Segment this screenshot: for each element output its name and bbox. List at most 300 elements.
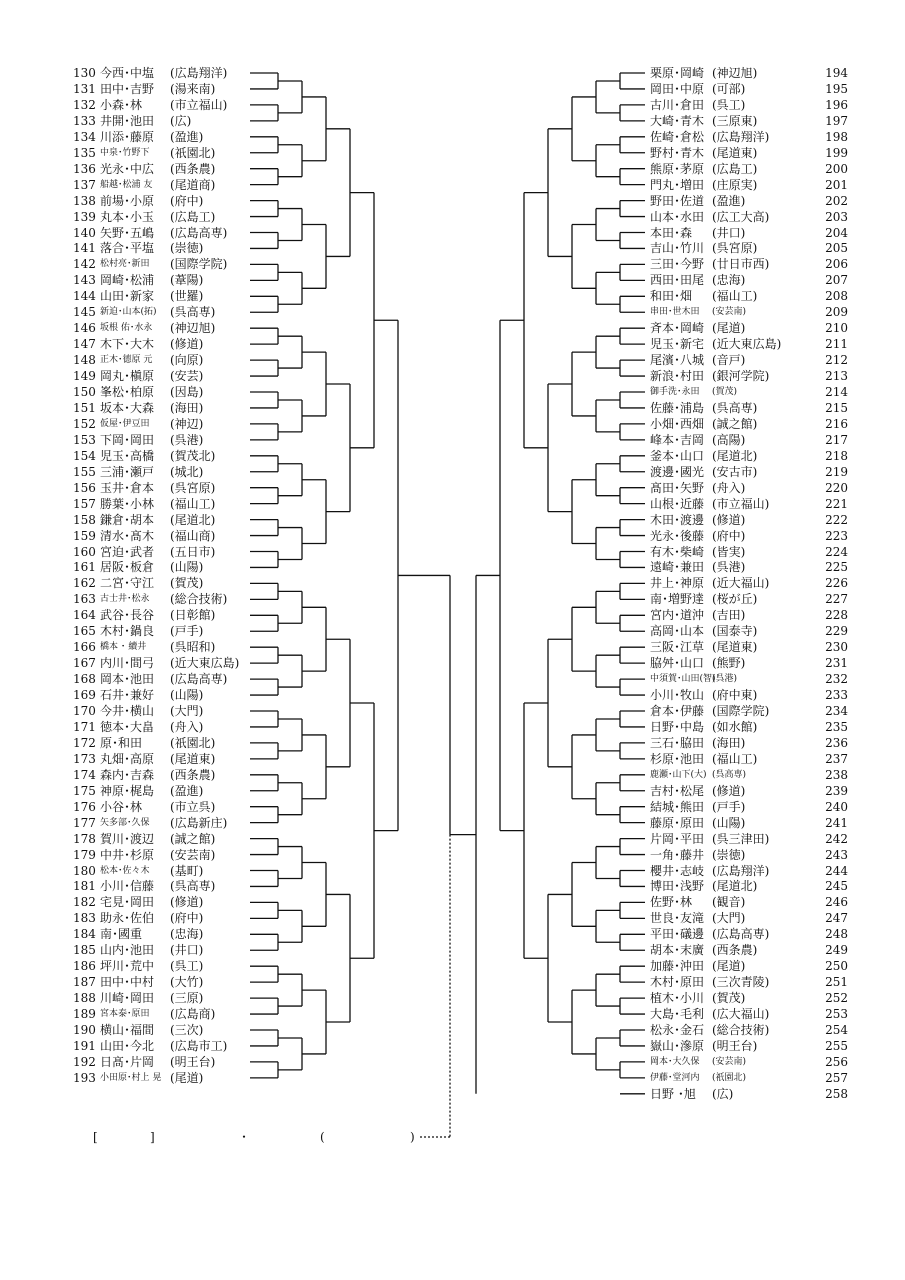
entry-players: 森内･吉森	[100, 767, 155, 782]
entry-players: 田中･吉野	[100, 81, 155, 96]
entry-school: (安芸南)	[170, 847, 216, 862]
entry-number: 146	[73, 321, 96, 336]
entry-players: 坪川･荒中	[100, 959, 155, 974]
entry-players: 清水･髙木	[100, 528, 155, 543]
entry-number: 186	[73, 959, 96, 974]
entry-players: 岡丸･槇原	[100, 369, 155, 384]
entry-number: 172	[73, 735, 96, 750]
entry-players: 串田･世木田	[650, 307, 700, 318]
entry-number: 250	[825, 959, 848, 974]
entry-school: (可部)	[712, 81, 746, 96]
entry-players: 高岡･山本	[650, 624, 705, 639]
entry-number: 258	[825, 1086, 848, 1101]
entry-players: 賀川･渡辺	[100, 831, 155, 846]
entry-number: 203	[825, 209, 848, 224]
entry-players: 岡本･大久保	[650, 1056, 700, 1067]
entry-school: (近大福山)	[712, 576, 770, 591]
entry-players: 熊原･茅原	[650, 161, 705, 176]
entry-school: (福山工)	[712, 289, 758, 304]
entry-number: 175	[73, 783, 96, 798]
entry-school: (祇園北)	[170, 735, 216, 750]
entry-number: 200	[825, 161, 848, 176]
entry-number: 157	[73, 496, 96, 511]
entry-school: (安芸南)	[712, 307, 747, 318]
entry-school: (廿日市西)	[712, 257, 770, 272]
entry-number: 183	[73, 911, 96, 926]
entry-school: (呉高専)	[712, 769, 747, 780]
entry-number: 180	[73, 863, 96, 878]
entry-school: (呉港)	[170, 432, 204, 447]
entry-players: 伊藤･堂河内	[650, 1072, 700, 1083]
entry-school: (安芸南)	[712, 1056, 747, 1067]
entry-school: (忠海)	[170, 927, 204, 942]
entry-school: (尾道東)	[170, 751, 216, 766]
entry-players: 川添･藤原	[100, 129, 155, 144]
entry-number: 207	[825, 273, 848, 288]
entry-school: (三原)	[170, 991, 204, 1006]
entry-number: 243	[825, 847, 848, 862]
entry-school: (広島翔洋)	[712, 129, 770, 144]
entry-school: (明王台)	[170, 1054, 216, 1069]
entry-players: 木下･大木	[100, 337, 155, 352]
entry-players: 一角･藤井	[650, 847, 705, 862]
entry-number: 239	[825, 783, 848, 798]
entry-number: 252	[825, 991, 848, 1006]
entry-school: (湯来南)	[170, 81, 216, 96]
entry-players: 正木･德原 元	[100, 355, 153, 366]
entry-school: (総合技術)	[170, 592, 228, 607]
entry-number: 245	[825, 879, 848, 894]
entry-school: (基町)	[170, 863, 204, 878]
entry-school: (海田)	[712, 735, 746, 750]
entry-players: 髙田･矢野	[650, 480, 705, 495]
entry-school: (広島翔洋)	[170, 66, 228, 80]
entry-players: 井上･神原	[650, 576, 705, 591]
entry-players: 矢野･五嶋	[100, 225, 155, 240]
entry-number: 136	[73, 161, 96, 176]
entry-players: 三田･今野	[650, 257, 705, 272]
entry-number: 187	[73, 975, 96, 990]
entry-players: 大島･毛利	[650, 1007, 705, 1022]
entry-school: (市立福山)	[170, 97, 228, 112]
entry-players: 日野 ･旭	[650, 1086, 696, 1101]
entry-players: 峰本･吉岡	[650, 432, 705, 447]
entry-players: 武谷･長谷	[100, 608, 155, 623]
entry-players: 川崎･岡田	[100, 991, 155, 1006]
entry-school: (井口)	[170, 943, 204, 958]
entry-players: 大崎･青木	[650, 113, 705, 128]
entry-school: (呉宮原)	[712, 241, 758, 256]
winner-seed-field[interactable]	[103, 1129, 148, 1145]
entry-number: 251	[825, 975, 848, 990]
entry-players: 世良･友滝	[650, 911, 705, 926]
entry-number: 192	[73, 1054, 96, 1069]
entry-number: 242	[825, 831, 848, 846]
winner-player2-field[interactable]	[250, 1129, 315, 1145]
entry-number: 223	[825, 528, 848, 543]
entry-number: 221	[825, 496, 848, 511]
entry-players: 丸本･小玉	[100, 209, 155, 224]
entry-number: 176	[73, 799, 96, 814]
entry-players: 玉井･倉本	[100, 480, 155, 495]
entry-school: (高陽)	[712, 432, 746, 447]
entry-school: (大竹)	[170, 975, 204, 990]
entry-number: 220	[825, 480, 848, 495]
entry-players: 峯松･柏原	[100, 385, 155, 399]
entry-school: (広島高専)	[170, 672, 228, 687]
footer-separator: ・	[238, 1130, 251, 1144]
entry-players: 小田原･村上 晃	[100, 1072, 162, 1083]
entry-school: (大門)	[712, 911, 746, 926]
entry-school: (尾道東)	[712, 640, 758, 655]
entry-school: (安芸)	[170, 369, 204, 384]
entry-number: 173	[73, 751, 96, 766]
entry-number: 241	[825, 815, 848, 830]
entry-number: 148	[73, 353, 96, 368]
entry-school: (尾道)	[712, 959, 746, 974]
entry-number: 160	[73, 544, 96, 559]
entry-number: 199	[825, 145, 848, 160]
entry-players: 原･和田	[100, 735, 143, 750]
entry-school: (井口)	[712, 225, 746, 240]
entry-players: 宅見･岡田	[100, 895, 155, 910]
entry-school: (崇徳)	[712, 847, 746, 862]
entry-school: (修道)	[712, 783, 746, 798]
entry-players: 田中･中村	[100, 975, 155, 990]
entry-players: 山根･近藤	[650, 496, 705, 511]
entry-number: 153	[73, 432, 96, 447]
entry-number: 205	[825, 241, 848, 256]
entry-school: (府中東)	[712, 688, 758, 703]
entry-school: (近大東広島)	[712, 337, 782, 352]
entry-number: 198	[825, 129, 848, 144]
entry-school: (尾道東)	[712, 145, 758, 160]
entry-number: 164	[73, 608, 96, 623]
footer-paren-close: )	[410, 1130, 415, 1144]
entry-players: 有木･柴崎	[650, 544, 705, 559]
entry-school: (崇徳)	[170, 241, 204, 256]
entry-number: 161	[73, 560, 96, 575]
entry-school: (国際学院)	[712, 704, 770, 718]
entry-number: 154	[73, 448, 96, 463]
entry-players: 脇舛･山口	[650, 656, 705, 671]
entry-school: (五日市)	[170, 544, 216, 559]
entry-number: 247	[825, 911, 848, 926]
entry-number: 219	[825, 464, 848, 479]
entry-players: 倉本･伊藤	[650, 704, 705, 718]
entry-school: (呉港)	[712, 674, 738, 685]
entry-players: 胡本･末廣	[650, 943, 705, 958]
entry-players: 勝葉･小林	[100, 496, 155, 511]
entry-school: (神辺)	[170, 416, 204, 431]
entry-players: 結城･熊田	[650, 799, 705, 814]
entry-number: 224	[825, 544, 848, 559]
entry-number: 182	[73, 895, 96, 910]
entry-school: (尾道北)	[170, 512, 216, 527]
entry-number: 218	[825, 448, 848, 463]
entry-players: 中井･杉原	[100, 847, 155, 862]
entry-players: 古川･倉田	[650, 97, 705, 112]
entry-school: (尾道北)	[712, 448, 758, 463]
entry-school: (舟入)	[712, 480, 746, 495]
entry-school: (誠之館)	[170, 831, 216, 846]
entry-number: 256	[825, 1054, 848, 1069]
entry-number: 246	[825, 895, 848, 910]
entry-number: 133	[73, 113, 96, 128]
entry-players: 山田･新家	[100, 289, 155, 304]
entry-players: 鹿瀬･山下(大)	[650, 769, 707, 780]
entry-school: (市立福山)	[712, 496, 770, 511]
entry-number: 151	[73, 400, 96, 415]
entry-players: 嶽山･滲原	[650, 1038, 705, 1053]
entry-school: (広大福山)	[712, 1007, 770, 1022]
entry-players: 井開･池田	[100, 113, 155, 128]
entry-school: (市立呉)	[170, 799, 216, 814]
entry-number: 191	[73, 1038, 96, 1053]
entry-school: (賀茂)	[712, 991, 746, 1006]
entry-school: (呉工)	[170, 959, 204, 974]
entry-number: 212	[825, 353, 848, 368]
entry-number: 253	[825, 1007, 848, 1022]
entry-players: 宮本泰･原田	[100, 1009, 150, 1020]
entry-number: 237	[825, 751, 848, 766]
entry-school: (熊野)	[712, 656, 746, 671]
entry-number: 233	[825, 688, 848, 703]
entry-school: (西条農)	[170, 161, 216, 176]
entry-number: 201	[825, 177, 848, 192]
entry-school: (広島高専)	[712, 927, 770, 942]
entry-school: (修道)	[170, 337, 204, 352]
entry-number: 193	[73, 1070, 96, 1085]
entry-number: 234	[825, 704, 848, 718]
entry-number: 189	[73, 1007, 96, 1022]
entry-school: (広工大高)	[712, 209, 770, 224]
entry-number: 254	[825, 1023, 848, 1037]
entry-school: (西条農)	[170, 767, 216, 782]
entry-players: 和田･畑	[650, 289, 693, 304]
entry-school: (呉高専)	[170, 305, 216, 320]
entry-number: 145	[73, 305, 96, 320]
entry-number: 206	[825, 257, 848, 272]
entry-number: 230	[825, 640, 848, 655]
entry-players: 木村･原田	[650, 975, 705, 990]
entry-number: 169	[73, 688, 96, 703]
entry-number: 185	[73, 943, 96, 958]
entry-players: 野村･青木	[650, 145, 705, 160]
entry-players: 松永･金石	[650, 1023, 705, 1037]
entry-school: (広島翔洋)	[712, 863, 770, 878]
entry-number: 216	[825, 416, 848, 431]
entry-school: (舟入)	[170, 719, 204, 734]
entry-school: (呉昭和)	[170, 640, 216, 655]
entry-number: 188	[73, 991, 96, 1006]
entry-school: (山陽)	[712, 815, 746, 830]
entry-players: 博田･浅野	[650, 879, 705, 894]
entry-number: 204	[825, 225, 848, 240]
entry-players: 二宮･守江	[100, 576, 155, 591]
entry-number: 171	[73, 719, 96, 734]
entry-school: (世羅)	[170, 289, 204, 304]
entry-players: 新迫･山本(拓)	[100, 307, 157, 318]
entry-players: 栗原･岡崎	[650, 66, 705, 80]
entry-number: 225	[825, 560, 848, 575]
entry-school: (賀茂北)	[170, 448, 216, 463]
entry-players: 光永･中広	[100, 161, 155, 176]
entry-number: 131	[73, 81, 96, 96]
entry-number: 240	[825, 799, 848, 814]
entry-players: 遠崎･兼田	[650, 560, 705, 575]
entry-players: 南･増野達	[650, 592, 705, 607]
entry-number: 134	[73, 129, 96, 144]
entry-players: 中泉･竹野下	[100, 147, 150, 158]
entry-players: 古士井･松永	[100, 594, 150, 605]
entry-number: 135	[73, 145, 96, 160]
entry-school: (祇園北)	[170, 145, 216, 160]
entry-players: 小川･牧山	[650, 688, 705, 703]
entry-school: (祇園北)	[712, 1072, 747, 1083]
entry-number: 217	[825, 432, 848, 447]
entry-number: 130	[73, 66, 96, 80]
entry-school: (銀河学院)	[712, 369, 770, 384]
entry-number: 197	[825, 113, 848, 128]
entry-school: (広)	[170, 113, 192, 128]
entry-number: 141	[73, 241, 96, 256]
entry-number: 211	[825, 337, 848, 352]
entry-school: (広島工)	[712, 161, 758, 176]
entry-school: (三原東)	[712, 113, 758, 128]
entry-players: 船越･松浦 友	[100, 179, 153, 190]
entry-number: 156	[73, 480, 96, 495]
entry-players: 尾濱･八城	[650, 353, 705, 368]
entry-players: 佐藤･浦島	[650, 400, 705, 415]
entry-school: (戸手)	[712, 799, 746, 814]
entry-players: 渡邊･國光	[650, 464, 705, 479]
entry-school: (観音)	[712, 895, 746, 910]
entry-players: 野田･佐道	[650, 193, 705, 208]
entry-players: 本田･森	[650, 225, 693, 240]
entry-number: 229	[825, 624, 848, 639]
entry-number: 196	[825, 97, 848, 112]
entry-players: 宮内･道沖	[650, 608, 705, 623]
entry-number: 166	[73, 640, 96, 655]
entry-players: 丸畑･高原	[100, 751, 155, 766]
entry-players: 門丸･増田	[650, 177, 705, 192]
entry-number: 137	[73, 177, 96, 192]
entry-players: 山内･池田	[100, 943, 155, 958]
entry-number: 235	[825, 719, 848, 734]
entry-school: (桜が丘)	[712, 592, 758, 607]
entry-school: (賀茂)	[712, 387, 738, 397]
entry-school: (修道)	[712, 512, 746, 527]
entry-school: (安古市)	[712, 464, 758, 479]
entry-number: 143	[73, 273, 96, 288]
entry-players: 三阪･江草	[650, 640, 705, 655]
entry-players: 橋本 ･ 續井	[100, 642, 147, 653]
entry-number: 227	[825, 592, 848, 607]
entry-school: (日彰館)	[170, 608, 216, 623]
entry-players: 櫻井･志岐	[650, 863, 705, 878]
entry-school: (山陽)	[170, 560, 204, 575]
entry-school: (皆実)	[712, 544, 746, 559]
entry-number: 163	[73, 592, 96, 607]
entry-school: (戸手)	[170, 624, 204, 639]
entry-number: 140	[73, 225, 96, 240]
entry-players: 木田･渡邊	[650, 512, 705, 527]
entry-school: (向原)	[170, 353, 204, 368]
entry-players: 木村･鍋良	[100, 624, 155, 639]
entry-players: 平田･礒邊	[650, 927, 705, 942]
entry-players: 仮屋･伊豆田	[100, 418, 150, 429]
entry-school: (葦陽)	[170, 273, 204, 288]
entry-number: 213	[825, 369, 848, 384]
entry-players: 三浦･瀬戸	[100, 464, 155, 479]
entry-number: 168	[73, 672, 96, 687]
entry-number: 222	[825, 512, 848, 527]
winner-player1-field[interactable]	[170, 1129, 235, 1145]
entry-school: (呉宮原)	[170, 480, 216, 495]
entry-school: (忠海)	[712, 273, 746, 288]
entry-number: 149	[73, 369, 96, 384]
entry-school: (如水館)	[712, 719, 758, 734]
entry-number: 167	[73, 656, 96, 671]
entry-players: 日髙･片岡	[100, 1054, 155, 1069]
entry-school: (盈進)	[170, 129, 204, 144]
entry-players: 助永･佐伯	[100, 911, 155, 926]
entry-players: 加藤･沖田	[650, 959, 705, 974]
entry-school: (誠之館)	[712, 416, 758, 431]
entry-school: (西条農)	[712, 943, 758, 958]
entry-number: 236	[825, 735, 848, 750]
entry-school: (呉三津田)	[712, 831, 770, 846]
entry-players: 岡崎･松浦	[100, 273, 155, 288]
entry-players: 岡田･中原	[650, 81, 705, 96]
entry-players: 小川･信藤	[100, 879, 155, 894]
entry-school: (尾道)	[170, 1070, 204, 1085]
entry-players: 山田･今北	[100, 1038, 155, 1053]
entry-school: (呉高専)	[170, 879, 216, 894]
entry-players: 植木･小川	[650, 991, 705, 1006]
entry-players: 斉本･岡崎	[650, 321, 705, 336]
entry-school: (海田)	[170, 400, 204, 415]
entry-number: 195	[825, 81, 848, 96]
entry-number: 232	[825, 672, 848, 687]
entry-number: 190	[73, 1023, 96, 1037]
entry-school: (福山工)	[170, 496, 216, 511]
entry-number: 179	[73, 847, 96, 862]
entry-players: 三石･脇田	[650, 735, 705, 750]
entry-number: 177	[73, 815, 96, 830]
entry-players: 小畑･西畑	[650, 416, 705, 431]
entry-number: 147	[73, 337, 96, 352]
entry-school: (吉田)	[712, 608, 746, 623]
entry-players: 坂根 佑･水永	[100, 323, 153, 334]
entry-players: 神原･梶島	[100, 783, 155, 798]
entry-players: 西田･田尾	[650, 273, 705, 288]
entry-players: 鎌倉･胡本	[100, 512, 155, 527]
entry-number: 231	[825, 656, 848, 671]
entry-players: 藤原･原田	[650, 815, 705, 830]
entry-school: (尾道商)	[170, 177, 216, 192]
entry-players: 吉村･松尾	[650, 783, 705, 798]
entry-number: 159	[73, 528, 96, 543]
entry-players: 小森･林	[100, 97, 143, 112]
entry-school: (音戸)	[712, 353, 746, 368]
entry-school: (盈進)	[170, 783, 204, 798]
entry-number: 142	[73, 257, 96, 272]
winner-school-field[interactable]	[330, 1129, 408, 1145]
entry-players: 釜本･山口	[650, 448, 705, 463]
entry-school: (府中)	[170, 911, 204, 926]
